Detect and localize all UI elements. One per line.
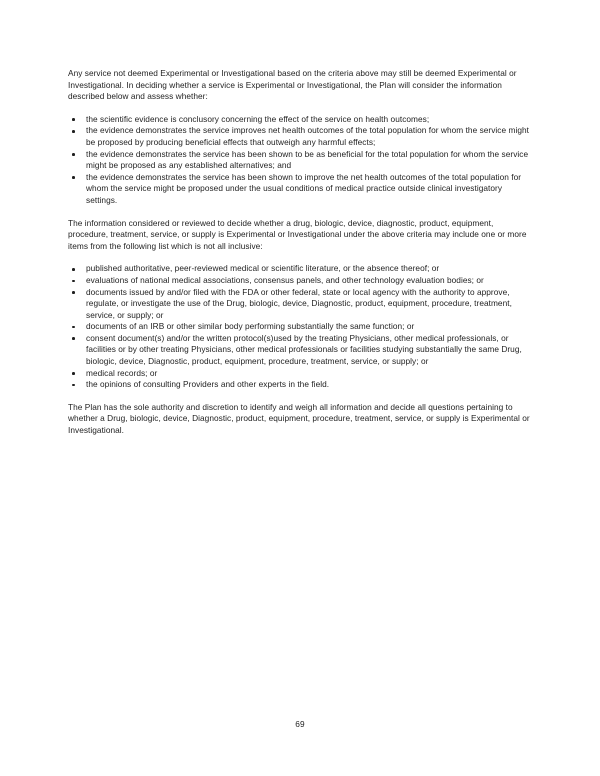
intro-paragraph: Any service not deemed Experimental or Investigational based on the criteria above may still be deemed Experimental or Investigational. In deciding whether a service is Experimental or Investigational, the Plan will consider the information described below and assess whether: [68, 68, 517, 102]
list-item [68, 333, 535, 368]
bullet-icon [72, 337, 75, 340]
list-item-text: the evidence demonstrates the service has been shown to be as beneficial for the total population for whom the service might be proposed as any established alternatives; and [86, 148, 529, 171]
list-item [68, 275, 535, 287]
bullet-icon [72, 268, 75, 271]
bullet-icon [72, 384, 75, 387]
list-item [68, 263, 535, 275]
page-number: 69 [295, 719, 305, 729]
list-item-text: documents issued by and/or filed with the FDA or other federal, state or local agency with the authority to approve, regulate, or investigate the use of the Drug, biologic, device, Diagnostic, product, equipment, procedure, treatment, service, or supply; or [86, 286, 512, 320]
list-item [68, 321, 535, 333]
closing-paragraph: The Plan has the sole authority and discretion to identify and weigh all information and decide all questions pertaining to whether a Drug, biologic, device, Diagnostic, product, equipment, procedure, treatment, service, or supply is Experimental or Investigational. [68, 401, 530, 436]
list-item-text: the opinions of consulting Providers and other experts in the field. [86, 379, 330, 390]
list-item-text: documents of an IRB or other similar body performing substantially the same function; or [86, 321, 415, 332]
list-item [68, 125, 535, 148]
list-item [68, 379, 535, 391]
criteria-list [68, 114, 535, 207]
list-item-text: the evidence demonstrates the service has been shown to improve the net health outcomes of the total population for whom the service might be proposed under the usual conditions of medical practice outside clinical investigatory settings. [86, 171, 522, 205]
list-item-text: evaluations of national medical associations, consensus panels, and other technology evaluation bodies; or [86, 274, 484, 285]
list-item [68, 149, 535, 172]
bullet-icon [72, 118, 75, 121]
bullet-icon [72, 176, 75, 179]
document-body [68, 68, 535, 448]
bullet-icon [72, 326, 75, 329]
bullet-icon [72, 130, 75, 133]
list-item [68, 172, 535, 207]
information-paragraph: The information considered or reviewed to decide whether a drug, biologic, device, diagnostic, product, equipment, procedure, treatment, service, or supply is Experimental or Investigational under the above criteria may include one or more items from the following list which is not all inclusive: [68, 217, 527, 251]
page-footer [0, 714, 600, 732]
list-item-text: the scientific evidence is conclusory concerning the effect of the service on health outcomes; [86, 113, 430, 124]
bullet-icon [72, 153, 75, 156]
bullet-icon [72, 372, 75, 375]
list-item-text: consent document(s) and/or the written protocol(s)used by the treating Physicians, other medical professionals, or facilities or by other treating Physicians, other medical professionals or facilities studying substantially the same Drug, biologic, device, Diagnostic, product, equipment, procedure, treatment, service, or supply; or [86, 332, 522, 367]
bullet-icon [72, 291, 75, 294]
list-item-text: the evidence demonstrates the service improves net health outcomes of the total population for whom the service might be proposed by producing beneficial effects that outweigh any harmful effects; [86, 125, 529, 147]
list-item [68, 114, 535, 126]
list-item-text: published authoritative, peer-reviewed medical or scientific literature, or the absence thereof; or [86, 263, 440, 274]
list-item-text: medical records; or [86, 367, 158, 378]
list-item [68, 287, 535, 322]
bullet-icon [72, 280, 75, 283]
list-item [68, 368, 535, 380]
sources-list [68, 263, 535, 391]
